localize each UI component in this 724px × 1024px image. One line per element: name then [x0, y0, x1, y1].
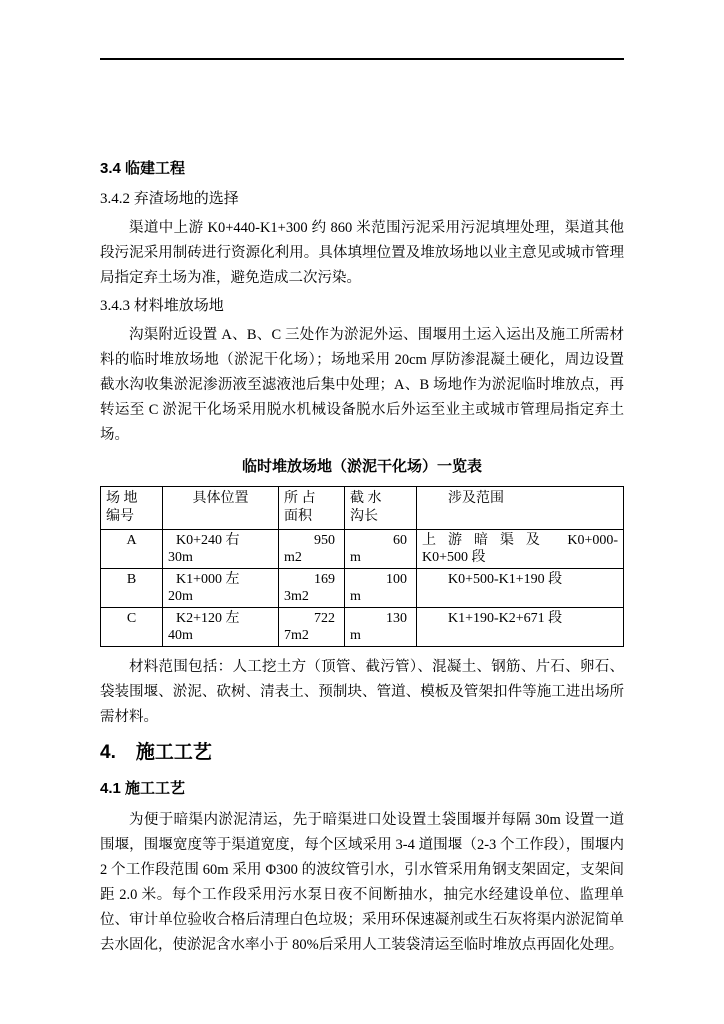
cell-ditch-length — [345, 569, 417, 608]
cell-line: 面积 — [284, 509, 312, 524]
cell-line: 950 — [314, 533, 335, 548]
cell-line: m — [350, 628, 361, 643]
header-cell-location — [163, 487, 279, 530]
heading-4-1: 4.1 施工工艺 — [100, 780, 186, 797]
header-cell-site-number — [101, 487, 163, 530]
cell-line: 169 — [314, 572, 335, 587]
cell-line: 3m2 — [284, 589, 309, 604]
table-row-c — [101, 608, 624, 647]
heading-4-number: 4. — [100, 742, 116, 763]
cell-area — [279, 569, 345, 608]
cell-line: m — [350, 550, 361, 565]
cell-ditch-length — [345, 608, 417, 647]
cell-scope — [417, 569, 624, 608]
cell-line: K2+120 左 — [176, 611, 240, 626]
table-row-a — [101, 530, 624, 569]
cell-scope — [417, 608, 624, 647]
heading-3-4-2: 3.4.2 弃渣场地的选择 — [100, 191, 239, 207]
cell-line: 场 地 — [106, 491, 138, 506]
cell-line: 具体位置 — [192, 491, 249, 506]
cell-site-number — [101, 569, 163, 608]
cell-location — [163, 608, 279, 647]
cell-line: m — [350, 589, 361, 604]
header-rule — [100, 58, 624, 60]
cell-line: 100 — [386, 572, 407, 587]
paragraph-storage-sites: 沟渠附近设置 A、B、C 三处作为淤泥外运、围堰用土运入运出及施工所需材料的临时堆放场地（淤泥干化场）；场地采用 20cm 厚防渗混凝土硬化，周边设置截水沟收集淤泥渗沥液至滤液池后集中处理；A、B 场地作为淤泥临时堆放点，再转运至 C 淤泥干化场采用脱水机械设备脱水后外运至业主或城市管理局指定弃土场。 — [100, 327, 624, 443]
cell-location — [163, 569, 279, 608]
heading-4 — [100, 740, 624, 766]
cell-line: 130 — [386, 611, 407, 626]
cell-line: A — [126, 533, 137, 548]
cell-line: B — [126, 572, 137, 587]
cell-line: 所 占 — [284, 491, 316, 506]
cell-line: 30m — [168, 550, 193, 565]
paragraph-material-scope: 材料范围包括：人工挖土方（顶管、截污管）、混凝土、钢筋、片石、卵石、袋装围堰、淤泥、砍树、清表土、预制块、管道、模板及管架扣件等施工进出场所需材料。 — [100, 659, 624, 725]
cell-line: 涉及范围 — [448, 491, 504, 506]
cell-line: K1+000 左 — [176, 572, 240, 587]
cell-line: K1+190-K2+671 段 — [448, 611, 563, 626]
cell-line: 上游暗渠及 K0+000- — [422, 533, 618, 548]
heading-3-4-3: 3.4.3 材料堆放场地 — [100, 298, 224, 314]
sites-table — [100, 486, 624, 647]
cell-line: 编号 — [106, 509, 134, 524]
paragraph-construction-method: 为便于暗渠内淤泥清运，先于暗渠进口处设置土袋围堰并每隔 30m 设置一道围堰，围堰宽度等于渠道宽度，每个区域采用 3-4 道围堰（2-3 个工作段），围堰内 2 个工作段范围 60m 采用 Φ300 的波纹管引水，引水管采用角钢支架固定，支架间距 2.0 米。每个工作段采用污水泵日夜不间断抽水，抽完水经建设单位、监理单位、审计单位验收合格后清理白色垃圾；采用环保速凝剂或生石灰将渠内淤泥简单去水固化，使淤泥含水率小于 80%后采用人工装袋清运至临时堆放点再固化处理。 — [100, 812, 624, 953]
cell-scope — [417, 530, 624, 569]
cell-line: 截 水 — [350, 491, 382, 506]
cell-line: 7m2 — [284, 628, 309, 643]
cell-line: 722 — [314, 611, 335, 626]
header-cell-scope — [417, 487, 624, 530]
cell-line: K0+240 右 — [176, 533, 240, 548]
table-title: 临时堆放场地（淤泥干化场）一览表 — [241, 458, 482, 475]
cell-area — [279, 530, 345, 569]
cell-line: K0+500 段 — [422, 550, 486, 565]
cell-line: 沟长 — [350, 509, 378, 524]
cell-line: 60 — [393, 533, 407, 548]
cell-line: 40m — [168, 628, 193, 643]
header-cell-area — [279, 487, 345, 530]
table-header-row — [101, 487, 624, 530]
heading-4-title: 施工工艺 — [135, 742, 212, 763]
cell-line: C — [126, 611, 137, 626]
cell-ditch-length — [345, 530, 417, 569]
paragraph-sludge-disposal: 渠道中上游 K0+440-K1+300 约 860 米范围污泥采用污泥填埋处理，渠道其他段污泥采用制砖进行资源化利用。具体填埋位置及堆放场地以业主意见或城市管理局指定弃土场为准，避免造成二次污染。 — [100, 220, 624, 286]
cell-site-number — [101, 530, 163, 569]
cell-area — [279, 608, 345, 647]
cell-site-number — [101, 608, 163, 647]
header-cell-ditch-length — [345, 487, 417, 530]
table-row-b — [101, 569, 624, 608]
cell-location — [163, 530, 279, 569]
cell-line: K0+500-K1+190 段 — [448, 572, 563, 587]
heading-3-4: 3.4 临建工程 — [100, 160, 186, 177]
cell-line: m2 — [284, 550, 302, 565]
cell-line: 20m — [168, 589, 193, 604]
